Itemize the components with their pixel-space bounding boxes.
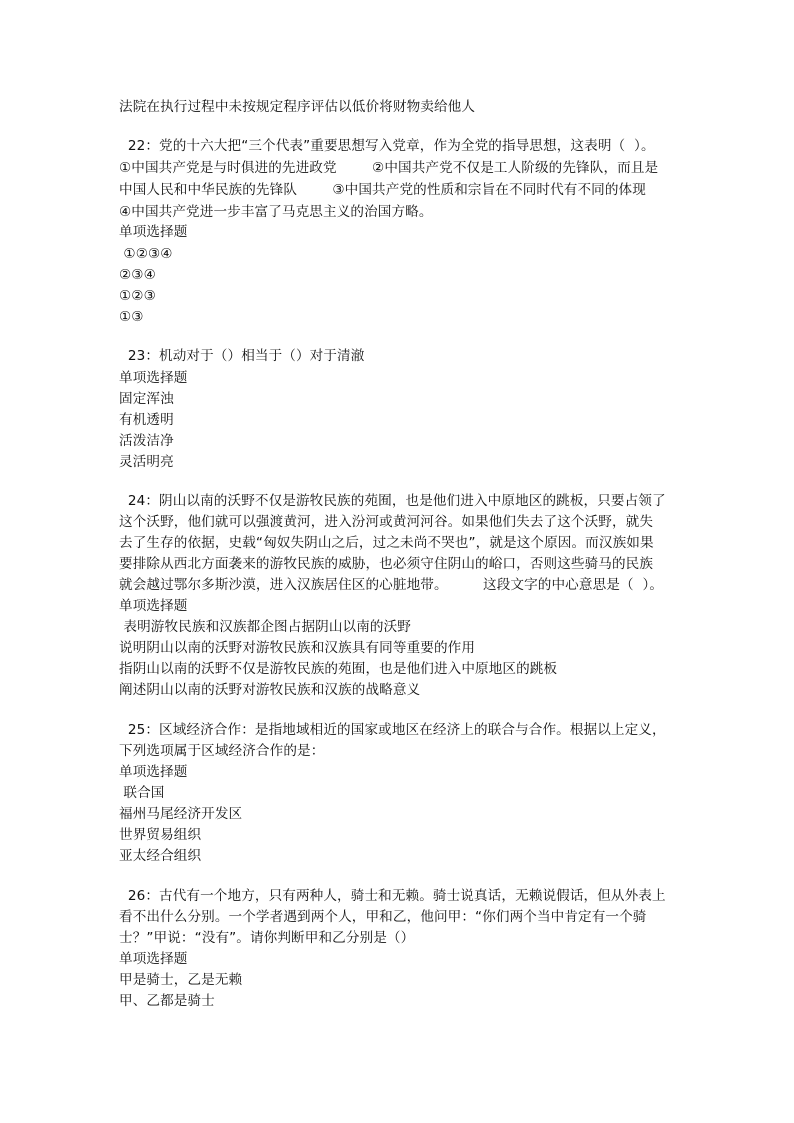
question-type-label: 单项选择题 <box>119 224 188 240</box>
question-text-line: 中国人民和中华民族的先锋队 ③中国共产党的性质和宗旨在不同时代有不同的体现 <box>119 182 646 198</box>
intro-text: 法院在执行过程中未按规定程序评估以低价将财物卖给他人 <box>119 99 476 115</box>
question-text-line: 24：阴山以南的沃野不仅是游牧民族的苑囿，也是他们进入中原地区的跳板，只要占领了 <box>119 493 666 509</box>
question-type-label: 单项选择题 <box>119 951 188 967</box>
answer-option: 灵活明亮 <box>119 454 174 470</box>
question-text-line: ④中国共产党进一步丰富了马克思主义的治国方略。 <box>119 204 433 220</box>
answer-option: 世界贸易组织 <box>119 827 202 843</box>
answer-option: 甲、乙都是骑士 <box>119 993 215 1009</box>
answer-option: ①③ <box>119 309 144 325</box>
answer-option: 阐述阴山以南的沃野对游牧民族和汉族的战略意义 <box>119 682 421 698</box>
question-text-line: 26：古代有一个地方，只有两种人，骑士和无赖。骑士说真话，无赖说假话，但从外表上 <box>119 888 666 904</box>
question-text-line: 25：区域经济合作：是指地域相近的国家或地区在经济上的联合与合作。根据以上定义， <box>119 722 666 738</box>
answer-option: ②③④ <box>119 267 156 283</box>
answer-option: 固定浑浊 <box>119 391 174 407</box>
question-text-line: 看不出什么分别。一个学者遇到两个人，甲和乙，他问甲：“你们两个当中肯定有一个骑 <box>119 909 647 925</box>
answer-option: 福州马尾经济开发区 <box>119 806 243 822</box>
answer-option: ①②③ <box>119 288 156 304</box>
answer-option: 活泼洁净 <box>119 433 174 449</box>
question-text-line: 下列选项属于区域经济合作的是： <box>119 743 325 759</box>
question-text-line: ①中国共产党是与时俱进的先进政党 ②中国共产党不仅是工人阶级的先锋队，而且是 <box>119 160 659 176</box>
question-text-line: 就会越过鄂尔多斯沙漠，进入汉族居住区的心脏地带。 这段文字的中心意思是（ ）。 <box>119 577 664 593</box>
question-type-label: 单项选择题 <box>119 598 188 614</box>
question-type-label: 单项选择题 <box>119 370 188 386</box>
answer-option: 有机透明 <box>119 412 174 428</box>
answer-option: ①②③④ <box>119 246 173 262</box>
question-type-label: 单项选择题 <box>119 764 188 780</box>
question-text-line: 这个沃野，他们就可以强渡黄河，进入汾河或黄河河谷。如果他们失去了这个沃野，就失 <box>119 514 654 530</box>
answer-option: 亚太经合组织 <box>119 848 202 864</box>
question-text-line: 要排除从西北方面袭来的游牧民族的威胁，也必须守住阴山的峪口，否则这些骑马的民族 <box>119 556 654 572</box>
answer-option: 表明游牧民族和汉族都企图占据阴山以南的沃野 <box>119 619 411 635</box>
question-text-line: 22：党的十六大把“三个代表”重要思想写入党章，作为全党的指导思想，这表明（ ）。 <box>119 138 655 154</box>
answer-option: 说明阴山以南的沃野对游牧民族和汉族具有同等重要的作用 <box>119 640 476 656</box>
question-text-line: 23：机动对于（）相当于（）对于清澈 <box>119 348 365 364</box>
answer-option: 甲是骑士，乙是无赖 <box>119 972 243 988</box>
answer-option: 联合国 <box>119 785 165 801</box>
answer-option: 指阴山以南的沃野不仅是游牧民族的苑囿，也是他们进入中原地区的跳板 <box>119 661 558 677</box>
question-text-line: 去了生存的依据，史载“匈奴失阴山之后，过之未尚不哭也”，就是这个原因。而汉族如果 <box>119 535 654 551</box>
question-text-line: 士？”甲说：“没有”。请你判断甲和乙分别是（） <box>119 930 415 946</box>
